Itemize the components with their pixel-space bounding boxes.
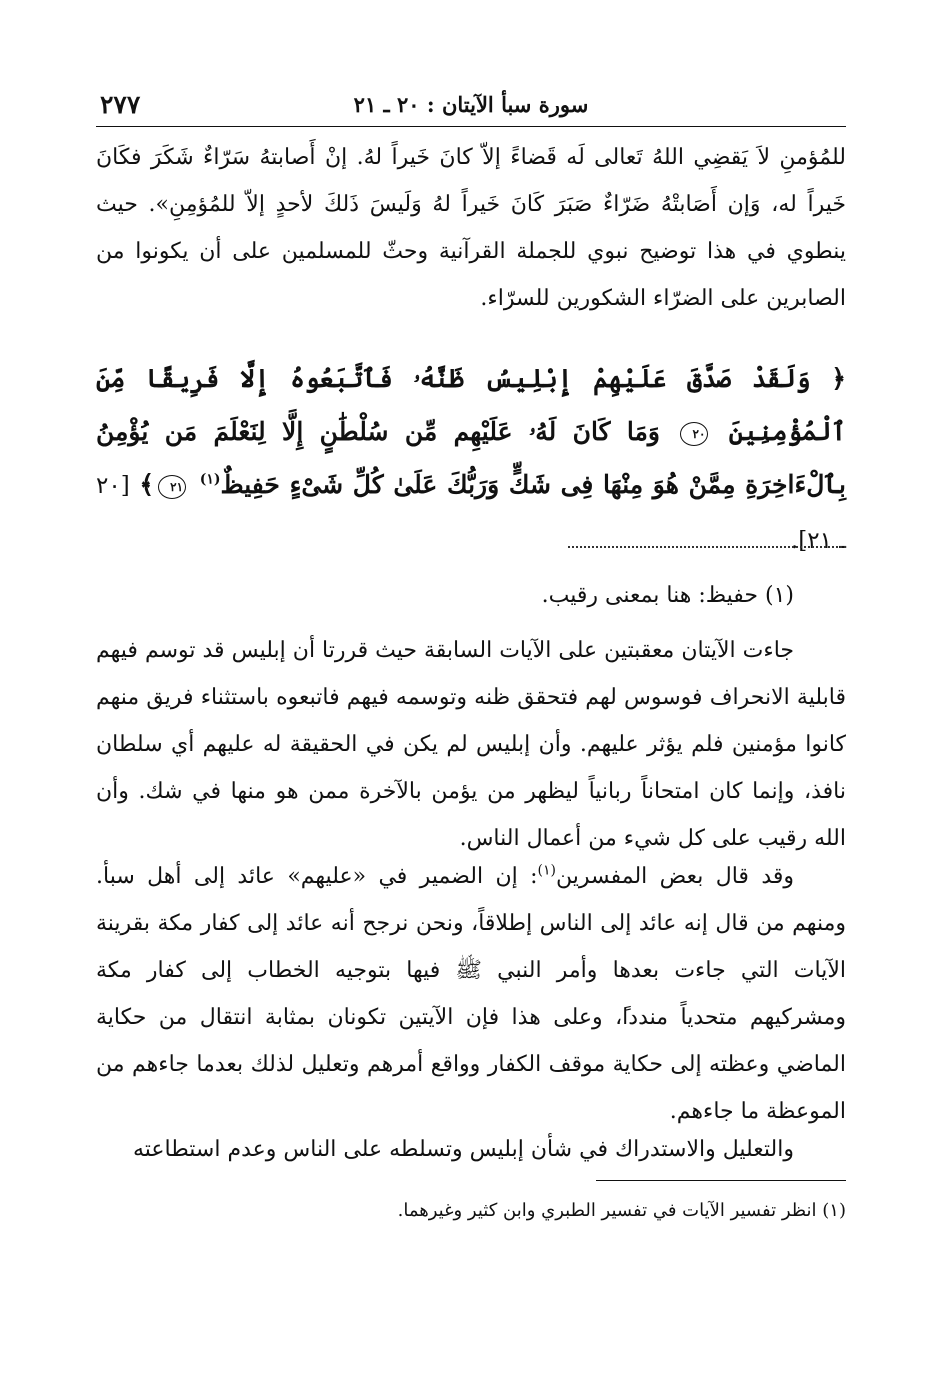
footnote-marker: (١) [199, 471, 221, 488]
verse-close-bracket: ﴾ [139, 470, 155, 499]
body-paragraph-3-block [96, 1126, 846, 1173]
body-paragraph-2-block [96, 853, 846, 1135]
footnote-rule [596, 1180, 846, 1181]
page-header [96, 86, 846, 126]
body-paragraph-3: والتعليل والاستدراك في شأن إبليس وتسلطه على الناس وعدم استطاعته [132, 1137, 794, 1162]
paragraph-2-start: وقد قال بعض المفسرين [555, 864, 795, 889]
paragraph-2-rest: : إن الضمير في «عليهم» عائد إلى أهل سبأ. ومنهم من قال إنه عائد إلى الناس إطلاقاً، ونحن نرجح أنه عائد إلى كفار مكة بقرينة الآيات التي جاءت بعدها وأمر النبي ﷺ فيها بتوجيه الخطاب إلى كفار مكة ومشركيهم متحدياً منددا‍ً، وعلى هذا فإن الآيتين تكونان بمثابة انتقال من حكاية الماضي وعظته إلى حكاية موقف الكفار وواقع أمرهم وتعليل لذلك بعدما جاءهم من الموعظة ما جاءهم. [96, 864, 846, 1124]
page-footnote: (١) انظر تفسير الآيات في تفسير الطبري وابن كثير وغيرهما. [397, 1200, 846, 1221]
verse-footnote-block [96, 572, 846, 619]
running-title: سورة سبأ الآيتان : ٢٠ ـ ٢١ [353, 92, 589, 117]
intro-paragraph: للمُؤمنِ لاَ يَقضِي اللهُ تَعالى لَه قَضاءً إلاّ كانَ خَيراً لهُ. إنْ أَصابتهُ سَرّاءٌ شَكَرَ فكَانَ خَيراً له، وَإن أَصَابتْهُ ضَرّاءٌ صَبَرَ كَانَ خَيراً لهُ وَلَيسَ ذَلكَ لأحدٍ إلاّ للمُؤمِنِ». حيث ينطوي في هذا توضيح نبوي للجملة القرآنية وحثّ للمسلمين على أن يكونوا من الصابرين على الضرّاء الشكورين للسرّاء. [96, 145, 846, 311]
ayah-number-20: ٢٠ [680, 422, 708, 446]
verse-reference: [٢٠ ـ ٢١]. [96, 473, 846, 554]
verse-part-2: وَمَا كَانَ لَهُۥ عَلَيْهِم مِّن سُلْطَٰنٍ إِلَّا لِنَعْلَمَ مَن يُؤْمِنُ بِٱلْءَاخِرَةِ مِمَّنْ هُوَ مِنْهَا فِى شَكٍّ وَرَبُّكَ عَلَىٰ كُلِّ شَىْءٍ حَفِيظٌ [96, 417, 846, 499]
body-paragraph-1: جاءت الآيتان معقبتين على الآيات السابقة حيث قررتا أن إبليس قد توسم فيهم قابلية الانحراف فوسوس لهم فتحقق ظنه وتوسمه فيهم فاتبعوه باستثناء فريق منهم كانوا مؤمنين فلم يؤثر عليهم. وأن إبليس لم يكن في الحقيقة له عليهم أي سلطان نافذ، وإنما كان امتحاناً ربانياً ليظهر من يؤمن بالآخرة ممن هو منها في شك. وأن الله رقيب على كل شيء من أعمال الناس. [96, 638, 846, 851]
header-rule [96, 126, 846, 127]
quran-verse [96, 352, 846, 568]
quran-verse-block [96, 352, 846, 568]
verse-part-1: وَلَقَدْ صَدَّقَ عَلَيْهِمْ إِبْلِيسُ ظَنَّهُۥ فَٱتَّبَعُوهُ إِلَّا فَرِيقًا مِّنَ ٱلْمُؤْمِنِينَ [96, 364, 846, 446]
body-paragraph-2 [96, 853, 846, 1135]
paragraph-2-footnote-marker: (١) [537, 862, 556, 879]
page-footnote-block [96, 1196, 846, 1226]
ayah-number-21: ٢١ [158, 475, 186, 499]
verse-footnote: (١) حفيظ: هنا بمعنى رقيب. [541, 583, 794, 608]
verse-open-bracket: ﴿ [831, 364, 846, 393]
intro-block [96, 134, 846, 322]
dotted-separator [568, 546, 846, 548]
page-number: ٢٧٧ [100, 90, 141, 119]
body-paragraph-1-block [96, 627, 846, 862]
